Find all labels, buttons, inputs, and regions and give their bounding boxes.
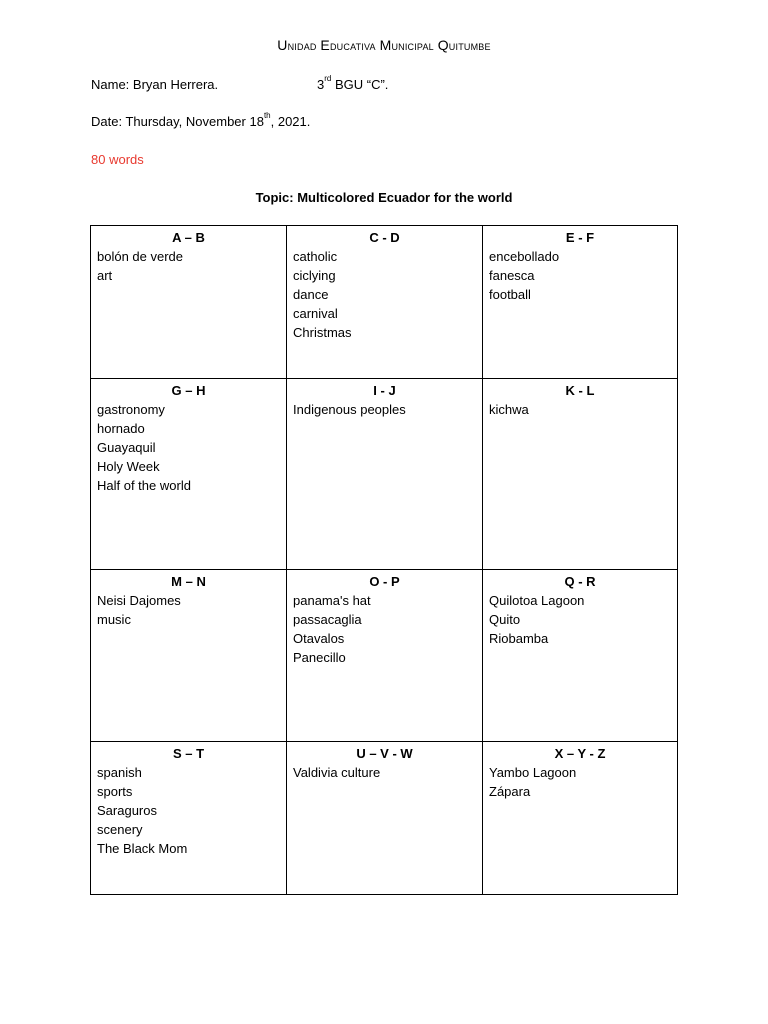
school-name: Unidad Educativa Municipal Quitumbe — [277, 37, 491, 53]
cell-heading: A – B — [172, 230, 205, 245]
cell-item: carnival — [293, 306, 338, 321]
grid-row — [91, 742, 678, 895]
cell-item: passacaglia — [293, 612, 362, 627]
cell-item: ciclying — [293, 268, 336, 283]
cell-item: football — [489, 287, 531, 302]
cell-item: Quilotoa Lagoon — [489, 593, 585, 608]
date-line: Date: Thursday, November 18th, 2021. — [91, 111, 311, 129]
grid-row — [91, 226, 678, 379]
grid-cell — [91, 570, 287, 742]
grid-cell — [91, 742, 287, 895]
cell-item: bolón de verde — [97, 249, 184, 264]
cell-item: catholic — [293, 249, 338, 264]
grid-cell — [287, 742, 483, 895]
cell-item: Yambo Lagoon — [489, 765, 577, 780]
cell-item: gastronomy — [97, 402, 165, 417]
cell-item: panama's hat — [293, 593, 371, 608]
grid-cell — [287, 570, 483, 742]
grid-row — [91, 379, 678, 570]
cell-item: hornado — [97, 421, 145, 436]
cell-heading: S – T — [172, 746, 205, 761]
cell-heading: O - P — [369, 574, 400, 589]
grid-row — [91, 570, 678, 742]
cell-heading: K - L — [565, 383, 595, 398]
student-name: Name: Bryan Herrera. — [91, 77, 219, 92]
cell-item: Half of the world — [97, 478, 191, 493]
cell-heading: E - F — [565, 230, 595, 245]
cell-item: scenery — [97, 822, 143, 837]
cell-item: art — [97, 268, 113, 283]
cell-item: encebollado — [489, 249, 560, 264]
cell-heading: I - J — [373, 383, 396, 398]
cell-item: Guayaquil — [97, 440, 156, 455]
grid-cell — [483, 570, 678, 742]
cell-item: Riobamba — [489, 631, 549, 646]
cell-heading: G – H — [171, 383, 206, 398]
cell-item: The Black Mom — [97, 841, 188, 856]
cell-item: Saraguros — [97, 803, 157, 818]
grid-cell — [287, 226, 483, 379]
cell-item: Indigenous peoples — [293, 402, 406, 417]
grid-cell — [483, 379, 678, 570]
word-count: 80 words — [91, 152, 144, 167]
cell-item: Zápara — [489, 784, 531, 799]
grid-cell — [287, 379, 483, 570]
cell-item: fanesca — [489, 268, 535, 283]
grid-cell — [483, 226, 678, 379]
cell-heading: C - D — [369, 230, 400, 245]
cell-heading: M – N — [171, 574, 206, 589]
cell-item: Neisi Dajomes — [97, 593, 181, 608]
grid-cell — [91, 226, 287, 379]
cell-item: kichwa — [489, 402, 529, 417]
grid-cell — [483, 742, 678, 895]
cell-item: Christmas — [293, 325, 352, 340]
cell-item: Quito — [489, 612, 521, 627]
cell-item: dance — [293, 287, 329, 302]
cell-heading: U – V - W — [356, 746, 413, 761]
cell-item: sports — [97, 784, 133, 799]
alphabet-grid — [90, 225, 678, 895]
grid-cell — [91, 379, 287, 570]
cell-item: spanish — [97, 765, 142, 780]
cell-item: music — [97, 612, 131, 627]
cell-item: Holy Week — [97, 459, 160, 474]
cell-item: Otavalos — [293, 631, 345, 646]
cell-item: Valdivia culture — [293, 765, 381, 780]
grade-label: 3rd BGU “C”. — [317, 74, 389, 92]
cell-item: Panecillo — [293, 650, 346, 665]
cell-heading: Q - R — [564, 574, 596, 589]
topic-title: Topic: Multicolored Ecuador for the world — [255, 190, 513, 205]
cell-heading: X – Y - Z — [554, 746, 606, 761]
